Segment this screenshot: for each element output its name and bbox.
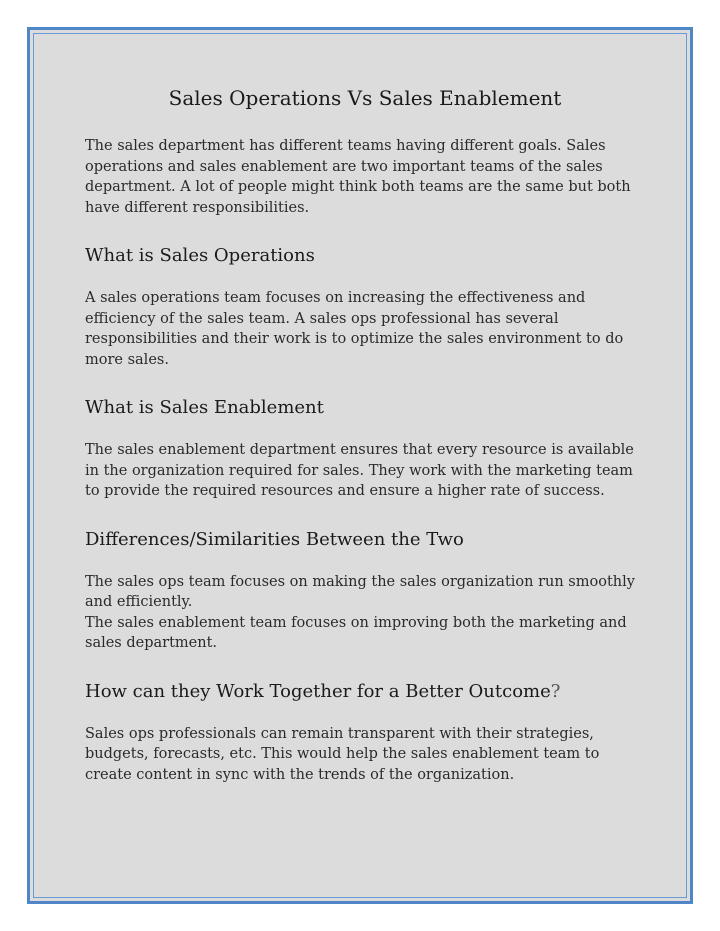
intro-paragraph: The sales department has different teams having different goals. Sales operations and sales enablement are two important teams of the sales department. A lot of people might think both teams are the same but both have different responsibilities. <box>85 138 631 216</box>
work-together-heading-suffix: ? <box>550 680 561 702</box>
section-heading-differences: Differences/Similarities Between the Two <box>85 528 464 550</box>
section-heading-work-together <box>85 680 645 704</box>
section-paragraph-sales-enablement: The sales enablement department ensures that every resource is available in the organization required for sales. They work with the marketing team to provide the required resources and ensure a higher rate of success. <box>85 442 634 499</box>
work-together-heading-text: How can they Work Together for a Better Outcome <box>85 680 551 702</box>
differences-line-ops: The sales ops team focuses on making the sales organization run smoothly and efficiently. <box>85 573 635 610</box>
differences-line-enablement: The sales enablement team focuses on improving both the marketing and sales department. <box>85 614 627 651</box>
section-heading-sales-operations: What is Sales Operations <box>85 245 315 266</box>
document-content <box>85 84 645 811</box>
document-title: Sales Operations Vs Sales Enablement <box>168 86 562 110</box>
section-paragraph-differences <box>85 572 645 654</box>
section-heading-sales-enablement: What is Sales Enablement <box>85 397 324 418</box>
section-paragraph-work-together: Sales ops professionals can remain transparent with their strategies, budgets, forecasts, etc. This would help the sales enablement team to create content in sync with the trends of the organization. <box>85 725 600 783</box>
section-paragraph-sales-operations: A sales operations team focuses on increasing the effectiveness and efficiency of the sales team. A sales ops professional has several responsibilities and their work is to optimize the sales environment to do more sales. <box>85 290 624 368</box>
